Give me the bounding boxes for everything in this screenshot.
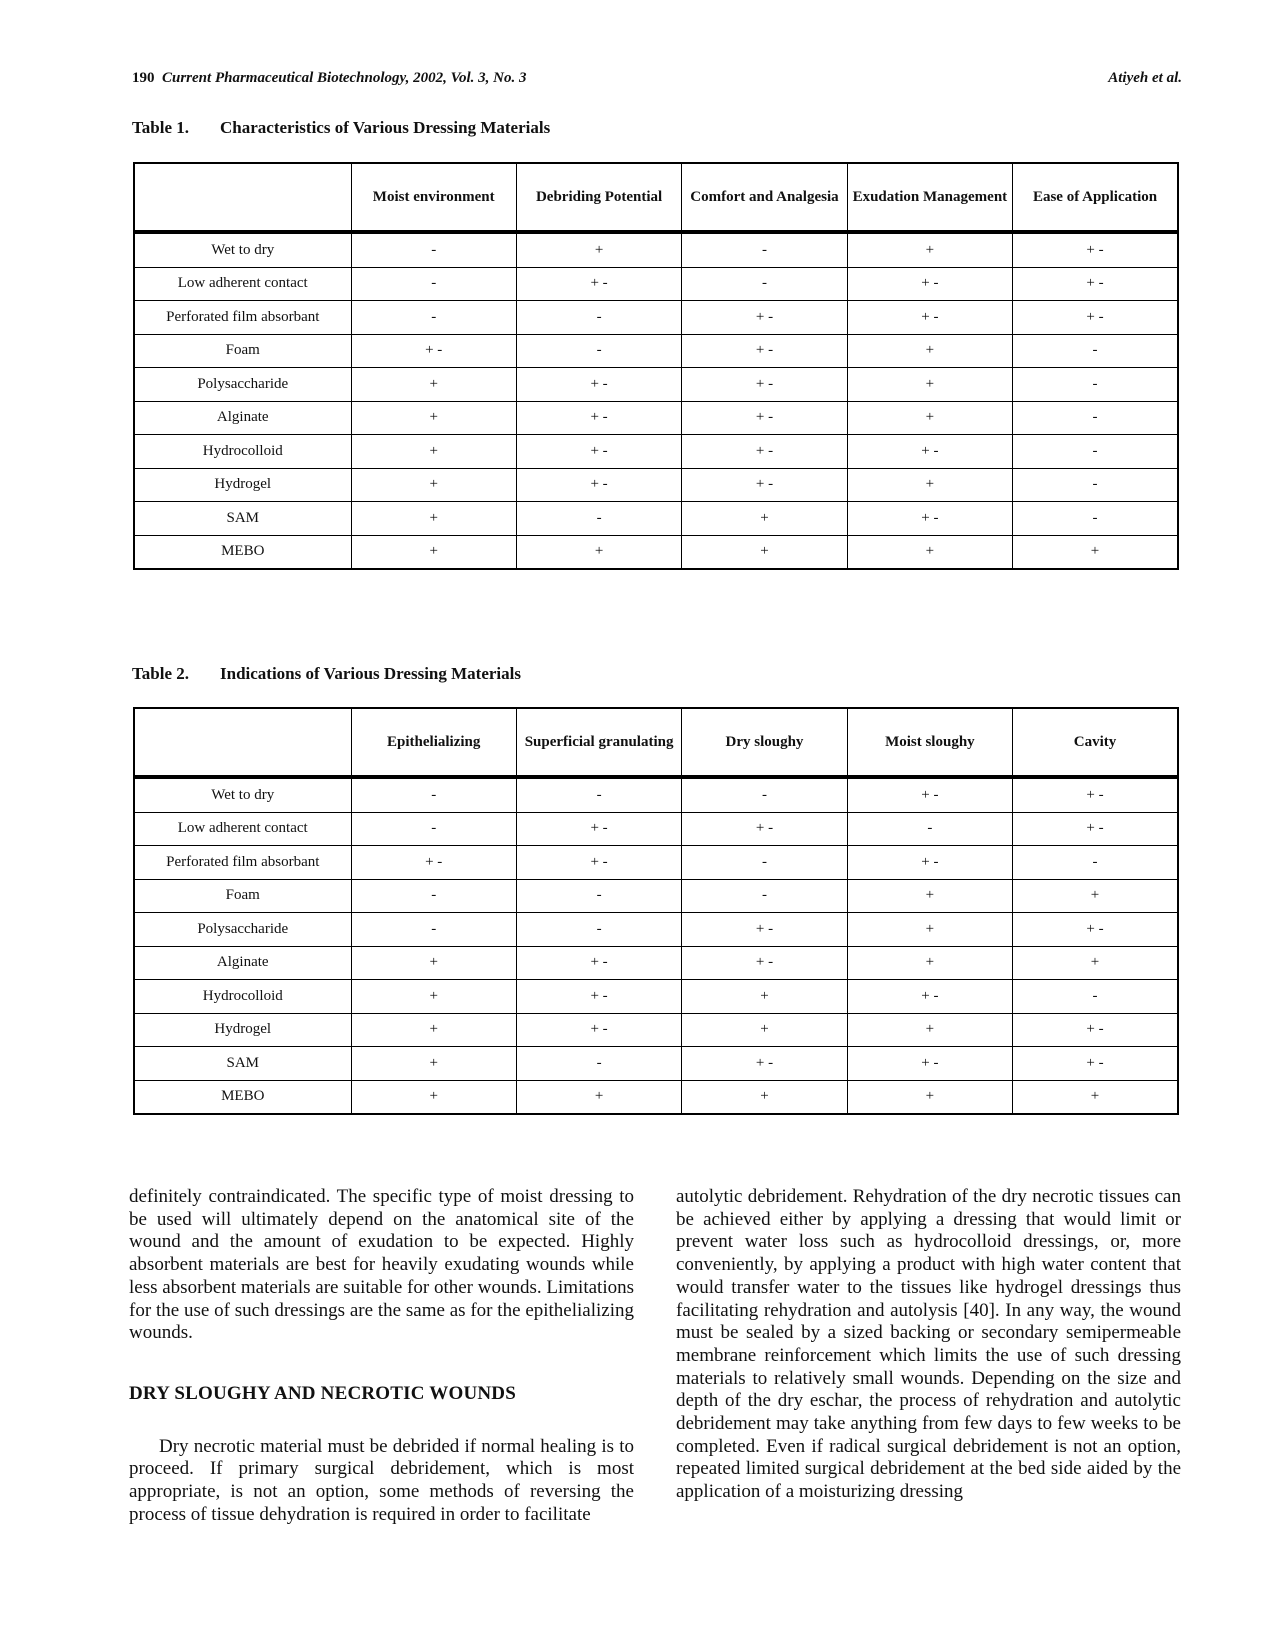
table-row: [134, 267, 1178, 301]
table-cell: + -: [847, 980, 1012, 1014]
table-cell: -: [1013, 502, 1178, 536]
table2-body: [134, 777, 1178, 1114]
table-cell: -: [351, 812, 516, 846]
left-paragraph-2: Dry necrotic material must be debrided if normal healing is to proceed. If primary surgical debridement, which is most appropriate, is not an option, some methods of reversing the process of tissue dehydration is required in order to facilitate: [129, 1435, 634, 1525]
table1-header-cell: Comfort and Analgesia: [682, 163, 847, 232]
table-cell: -: [1013, 846, 1178, 880]
right-paragraph-1: autolytic debridement. Rehydration of the dry necrotic tissues can be achieved either by applying a dressing that would limit or prevent water loss such as hydrocolloid dressings, or, more conveniently, by applying a product with high water content that would transfer water to the tissues like hydrogel dressings thus facilitating rehydration and autolysis [40]. In any way, the wound must be sealed by a sized backing or secondary semipermeable membrane reinforcement which limits the use of such dressing materials to relatively small wounds. Depending on the size and depth of the dry eschar, the process of rehydration and autolytic debridement may take anything from few days to few weeks to be completed. Even if radical surgical debridement is not an option, repeated limited surgical debridement at the bed side aided by the application of a moisturizing dressing: [676, 1186, 1181, 1503]
table-cell: + -: [847, 846, 1012, 880]
table-cell: + -: [516, 368, 681, 402]
table-cell: -: [682, 879, 847, 913]
table-cell: +: [847, 1080, 1012, 1114]
table-cell: +: [682, 980, 847, 1014]
table-cell: + -: [682, 368, 847, 402]
table-cell: +: [1013, 1080, 1178, 1114]
table2-header: [134, 708, 1178, 777]
table-row: [134, 535, 1178, 569]
table-cell: + -: [1013, 812, 1178, 846]
row-label: SAM: [134, 1047, 351, 1081]
table-cell: +: [351, 502, 516, 536]
row-label: Wet to dry: [134, 777, 351, 812]
page-number: 190: [132, 70, 155, 86]
table1-body: [134, 232, 1178, 569]
table-cell: +: [847, 468, 1012, 502]
table-cell: + -: [351, 846, 516, 880]
table2-header-cell: Epithelializing: [351, 708, 516, 777]
table-cell: -: [516, 913, 681, 947]
table-cell: +: [351, 535, 516, 569]
table-cell: +: [847, 535, 1012, 569]
table-cell: -: [682, 846, 847, 880]
table2-number: Table 2.: [132, 664, 190, 683]
table-cell: +: [351, 1013, 516, 1047]
table-cell: +: [682, 1013, 847, 1047]
table-cell: -: [516, 879, 681, 913]
table-cell: + -: [682, 913, 847, 947]
table-cell: -: [516, 334, 681, 368]
running-head-authors: Atiyeh et al.: [1108, 70, 1182, 86]
table-cell: + -: [847, 502, 1012, 536]
table-cell: + -: [1013, 1013, 1178, 1047]
table-cell: + -: [847, 1047, 1012, 1081]
table-cell: + -: [516, 435, 681, 469]
table-cell: -: [1013, 401, 1178, 435]
table-cell: -: [516, 1047, 681, 1081]
row-label: Hydrocolloid: [134, 435, 351, 469]
table-row: [134, 435, 1178, 469]
table2-header-cell: Moist sloughy: [847, 708, 1012, 777]
table-row: [134, 334, 1178, 368]
table-cell: +: [847, 879, 1012, 913]
table-cell: +: [682, 1080, 847, 1114]
table-cell: +: [847, 1013, 1012, 1047]
right-text-column: [676, 1186, 1181, 1504]
table-cell: -: [1013, 334, 1178, 368]
row-label: Foam: [134, 879, 351, 913]
table2: [133, 707, 1179, 1115]
table1-header-cell: Ease of Application: [1013, 163, 1178, 232]
table-cell: + -: [1013, 1047, 1178, 1081]
row-label: Hydrogel: [134, 1013, 351, 1047]
table2-header-cell: [134, 708, 351, 777]
table-row: [134, 913, 1178, 947]
row-label: Polysaccharide: [134, 913, 351, 947]
table-row: [134, 777, 1178, 812]
table-cell: +: [1013, 879, 1178, 913]
table-row: [134, 846, 1178, 880]
table-cell: + -: [1013, 913, 1178, 947]
table2-title: Indications of Various Dressing Materials: [220, 664, 521, 683]
row-label: Polysaccharide: [134, 368, 351, 402]
table-row: [134, 232, 1178, 267]
table-cell: +: [351, 401, 516, 435]
table-cell: + -: [847, 267, 1012, 301]
table-cell: +: [516, 535, 681, 569]
table-cell: + -: [682, 1047, 847, 1081]
table-cell: -: [1013, 368, 1178, 402]
table-cell: + -: [682, 812, 847, 846]
table-row: [134, 502, 1178, 536]
table-cell: + -: [516, 401, 681, 435]
row-label: Perforated film absorbant: [134, 846, 351, 880]
table-row: [134, 301, 1178, 335]
table1-header-cell: Exudation Management: [847, 163, 1012, 232]
table-cell: +: [351, 468, 516, 502]
table1-header-cell: [134, 163, 351, 232]
left-text-column: [129, 1186, 634, 1526]
row-label: Alginate: [134, 401, 351, 435]
row-label: Low adherent contact: [134, 812, 351, 846]
table-cell: + -: [847, 435, 1012, 469]
table-cell: + -: [682, 334, 847, 368]
table-cell: + -: [1013, 232, 1178, 267]
table-cell: +: [351, 980, 516, 1014]
row-label: Foam: [134, 334, 351, 368]
table-cell: -: [351, 267, 516, 301]
table-cell: -: [682, 232, 847, 267]
table-cell: + -: [682, 435, 847, 469]
table-cell: +: [516, 1080, 681, 1114]
row-label: Hydrocolloid: [134, 980, 351, 1014]
table-cell: + -: [516, 812, 681, 846]
table-row: [134, 1080, 1178, 1114]
table-row: [134, 1047, 1178, 1081]
table-cell: -: [351, 879, 516, 913]
table-cell: + -: [516, 980, 681, 1014]
table2-header-cell: Cavity: [1013, 708, 1178, 777]
table-row: [134, 812, 1178, 846]
table-cell: +: [351, 435, 516, 469]
journal-citation: Current Pharmaceutical Biotechnology, 2002, Vol. 3, No. 3: [162, 70, 527, 86]
row-label: Low adherent contact: [134, 267, 351, 301]
table-cell: +: [351, 946, 516, 980]
table-cell: + -: [1013, 777, 1178, 812]
table-cell: +: [1013, 946, 1178, 980]
running-head: [132, 70, 1182, 94]
table-cell: -: [1013, 980, 1178, 1014]
row-label: Alginate: [134, 946, 351, 980]
table-cell: + -: [516, 1013, 681, 1047]
section-heading: DRY SLOUGHY AND NECROTIC WOUNDS: [129, 1382, 516, 1404]
table-cell: +: [847, 401, 1012, 435]
table-cell: +: [847, 334, 1012, 368]
table-cell: -: [1013, 435, 1178, 469]
table2-caption: [132, 664, 521, 684]
row-label: Perforated film absorbant: [134, 301, 351, 335]
table-cell: + -: [516, 468, 681, 502]
table-cell: +: [351, 1047, 516, 1081]
table-row: [134, 946, 1178, 980]
table-row: [134, 401, 1178, 435]
table-row: [134, 368, 1178, 402]
table-cell: +: [1013, 535, 1178, 569]
table-cell: + -: [847, 777, 1012, 812]
table1-number: Table 1.: [132, 118, 190, 137]
table-cell: +: [351, 368, 516, 402]
table-cell: +: [516, 232, 681, 267]
running-head-left: [132, 70, 526, 87]
row-label: Wet to dry: [134, 232, 351, 267]
left-paragraph-1: definitely contraindicated. The specific type of moist dressing to be used will ultimately depend on the anatomical site of the wound and the amount of exudation to be expected. Highly absorbent materials are best for heavily exudating wounds while less absorbent materials are suitable for other wounds. Limitations for the use of such dressings are the same as for the epithelializing wounds.: [129, 1186, 634, 1344]
table1-header-cell: Moist environment: [351, 163, 516, 232]
table-cell: + -: [682, 301, 847, 335]
table-cell: -: [847, 812, 1012, 846]
table-cell: -: [682, 267, 847, 301]
row-label: SAM: [134, 502, 351, 536]
table-cell: +: [682, 535, 847, 569]
table-cell: -: [516, 301, 681, 335]
row-label: MEBO: [134, 535, 351, 569]
row-label: Hydrogel: [134, 468, 351, 502]
table2-header-cell: Superficial granulating: [516, 708, 681, 777]
table-cell: + -: [682, 468, 847, 502]
row-label: MEBO: [134, 1080, 351, 1114]
table-cell: -: [351, 301, 516, 335]
table-cell: + -: [1013, 267, 1178, 301]
table-cell: + -: [516, 846, 681, 880]
table-row: [134, 879, 1178, 913]
table-cell: + -: [847, 301, 1012, 335]
table-cell: + -: [351, 334, 516, 368]
table-cell: -: [682, 777, 847, 812]
table-row: [134, 468, 1178, 502]
table-cell: -: [516, 502, 681, 536]
table-cell: + -: [682, 401, 847, 435]
table-cell: +: [682, 502, 847, 536]
table-cell: + -: [1013, 301, 1178, 335]
table-cell: -: [516, 777, 681, 812]
table1-header-cell: Debriding Potential: [516, 163, 681, 232]
table1-caption: [132, 118, 550, 138]
table-row: [134, 1013, 1178, 1047]
table1: [133, 162, 1179, 570]
table-cell: -: [351, 777, 516, 812]
table-row: [134, 980, 1178, 1014]
table-cell: -: [351, 913, 516, 947]
table-cell: +: [847, 946, 1012, 980]
table2-header-cell: Dry sloughy: [682, 708, 847, 777]
table-cell: + -: [682, 946, 847, 980]
table1-header: [134, 163, 1178, 232]
table-cell: +: [351, 1080, 516, 1114]
table-cell: +: [847, 232, 1012, 267]
table-cell: + -: [516, 267, 681, 301]
table-cell: +: [847, 913, 1012, 947]
table-cell: -: [351, 232, 516, 267]
table-cell: + -: [516, 946, 681, 980]
table1-title: Characteristics of Various Dressing Materials: [220, 118, 551, 137]
table-cell: +: [847, 368, 1012, 402]
table-cell: -: [1013, 468, 1178, 502]
